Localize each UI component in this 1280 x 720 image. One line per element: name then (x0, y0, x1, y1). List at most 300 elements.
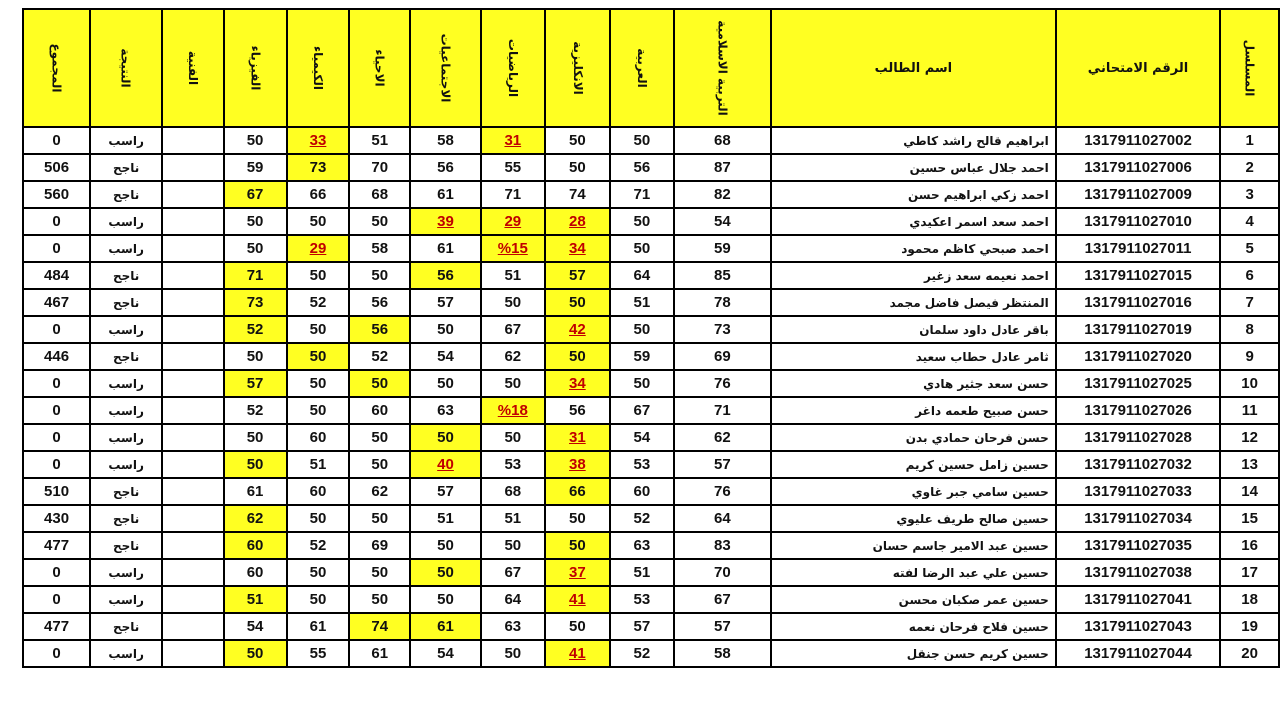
table-row (23, 586, 1279, 613)
table-row (23, 154, 1279, 181)
cell-chemistry: 50 (287, 397, 350, 424)
cell-english: 34 (545, 235, 610, 262)
cell-exam-number: 1317911027015 (1056, 262, 1221, 289)
cell-art (162, 235, 223, 262)
cell-art (162, 289, 223, 316)
cell-exam-number: 1317911027006 (1056, 154, 1221, 181)
cell-art (162, 370, 223, 397)
cell-social: 40 (410, 451, 481, 478)
cell-physics: 67 (224, 181, 287, 208)
cell-biology: 50 (349, 424, 410, 451)
cell-social: 50 (410, 586, 481, 613)
cell-art (162, 505, 223, 532)
cell-english: 50 (545, 505, 610, 532)
cell-serial: 9 (1220, 343, 1279, 370)
header-math-label: الرياضيات (505, 38, 520, 97)
cell-result: ناجح (90, 181, 162, 208)
cell-serial: 12 (1220, 424, 1279, 451)
cell-exam-number: 1317911027044 (1056, 640, 1221, 667)
cell-chemistry: 51 (287, 451, 350, 478)
cell-english: 50 (545, 613, 610, 640)
cell-total: 484 (23, 262, 90, 289)
cell-english: 50 (545, 532, 610, 559)
cell-total: 0 (23, 586, 90, 613)
cell-chemistry: 33 (287, 127, 350, 154)
cell-math: 67 (481, 559, 545, 586)
cell-total: 510 (23, 478, 90, 505)
table-row (23, 181, 1279, 208)
cell-student-name: احمد زكي ابراهيم حسن (771, 181, 1056, 208)
cell-total: 446 (23, 343, 90, 370)
cell-arabic: 50 (610, 127, 674, 154)
cell-student-name: ثامر عادل حطاب سعيد (771, 343, 1056, 370)
cell-biology: 62 (349, 478, 410, 505)
cell-serial: 19 (1220, 613, 1279, 640)
cell-social: 61 (410, 235, 481, 262)
cell-student-name: حسين سامي جبر غاوي (771, 478, 1056, 505)
cell-serial: 8 (1220, 316, 1279, 343)
table-row (23, 397, 1279, 424)
cell-serial: 10 (1220, 370, 1279, 397)
cell-art (162, 586, 223, 613)
cell-student-name: ابراهيم قالح راشد كاطي (771, 127, 1056, 154)
cell-exam-number: 1317911027010 (1056, 208, 1221, 235)
header-exam-number-label: الرقم الامتحاني (1087, 60, 1189, 76)
cell-serial: 18 (1220, 586, 1279, 613)
cell-english: 31 (545, 424, 610, 451)
cell-biology: 69 (349, 532, 410, 559)
cell-result: ناجح (90, 262, 162, 289)
cell-exam-number: 1317911027043 (1056, 613, 1221, 640)
cell-islamic: 73 (674, 316, 771, 343)
cell-student-name: احمد جلال عباس حسين (771, 154, 1056, 181)
cell-biology: 52 (349, 343, 410, 370)
cell-arabic: 56 (610, 154, 674, 181)
cell-serial: 3 (1220, 181, 1279, 208)
cell-exam-number: 1317911027002 (1056, 127, 1221, 154)
cell-islamic: 57 (674, 451, 771, 478)
cell-physics: 50 (224, 208, 287, 235)
cell-result: راسب (90, 397, 162, 424)
cell-physics: 54 (224, 613, 287, 640)
cell-chemistry: 60 (287, 478, 350, 505)
cell-physics: 61 (224, 478, 287, 505)
cell-serial: 11 (1220, 397, 1279, 424)
cell-math: 55 (481, 154, 545, 181)
cell-exam-number: 1317911027035 (1056, 532, 1221, 559)
cell-total: 477 (23, 532, 90, 559)
cell-islamic: 68 (674, 127, 771, 154)
header-islamic (674, 9, 771, 127)
cell-islamic: 87 (674, 154, 771, 181)
cell-islamic: 76 (674, 478, 771, 505)
cell-chemistry: 50 (287, 343, 350, 370)
cell-student-name: حسين عمر صكبان محسن (771, 586, 1056, 613)
cell-total: 0 (23, 127, 90, 154)
cell-arabic: 63 (610, 532, 674, 559)
cell-math: %18 (481, 397, 545, 424)
cell-chemistry: 50 (287, 505, 350, 532)
cell-student-name: حسين زامل حسين كريم (771, 451, 1056, 478)
cell-math: 63 (481, 613, 545, 640)
cell-chemistry: 60 (287, 424, 350, 451)
cell-physics: 50 (224, 640, 287, 667)
cell-social: 57 (410, 289, 481, 316)
cell-english: 41 (545, 586, 610, 613)
cell-social: 50 (410, 559, 481, 586)
cell-total: 0 (23, 451, 90, 478)
cell-arabic: 50 (610, 208, 674, 235)
header-total-label: المجموع (49, 42, 64, 93)
header-chemistry (287, 9, 350, 127)
header-math (481, 9, 545, 127)
header-physics-label: الفيزياء (248, 45, 263, 90)
cell-art (162, 640, 223, 667)
cell-physics: 50 (224, 343, 287, 370)
cell-art (162, 208, 223, 235)
cell-art (162, 154, 223, 181)
cell-exam-number: 1317911027019 (1056, 316, 1221, 343)
cell-islamic: 83 (674, 532, 771, 559)
cell-english: 28 (545, 208, 610, 235)
cell-chemistry: 50 (287, 559, 350, 586)
cell-serial: 13 (1220, 451, 1279, 478)
cell-art (162, 451, 223, 478)
header-student-name-label: اسم الطالب (874, 60, 953, 76)
cell-english: 50 (545, 127, 610, 154)
cell-student-name: حسين علي عبد الرضا لفته (771, 559, 1056, 586)
cell-english: 66 (545, 478, 610, 505)
cell-physics: 71 (224, 262, 287, 289)
cell-chemistry: 55 (287, 640, 350, 667)
table-row (23, 424, 1279, 451)
cell-student-name: حسين عبد الامير جاسم حسان (771, 532, 1056, 559)
cell-result: ناجح (90, 289, 162, 316)
cell-social: 39 (410, 208, 481, 235)
cell-student-name: المنتظر فيصل فاضل مجمد (771, 289, 1056, 316)
cell-result: راسب (90, 127, 162, 154)
cell-chemistry: 50 (287, 586, 350, 613)
cell-islamic: 54 (674, 208, 771, 235)
cell-chemistry: 29 (287, 235, 350, 262)
table-row (23, 316, 1279, 343)
cell-english: 56 (545, 397, 610, 424)
cell-exam-number: 1317911027033 (1056, 478, 1221, 505)
cell-total: 430 (23, 505, 90, 532)
header-result-label: النتيجة (119, 47, 134, 88)
cell-math: 50 (481, 532, 545, 559)
cell-math: %15 (481, 235, 545, 262)
header-physics (224, 9, 287, 127)
cell-islamic: 57 (674, 613, 771, 640)
cell-biology: 51 (349, 127, 410, 154)
cell-arabic: 50 (610, 235, 674, 262)
cell-total: 506 (23, 154, 90, 181)
header-arabic (610, 9, 674, 127)
cell-student-name: حسن سعد جثير هادي (771, 370, 1056, 397)
cell-arabic: 64 (610, 262, 674, 289)
cell-serial: 6 (1220, 262, 1279, 289)
cell-islamic: 82 (674, 181, 771, 208)
cell-islamic: 71 (674, 397, 771, 424)
table-row (23, 559, 1279, 586)
cell-result: ناجح (90, 532, 162, 559)
cell-serial: 7 (1220, 289, 1279, 316)
cell-english: 38 (545, 451, 610, 478)
table-body (23, 127, 1279, 667)
cell-arabic: 54 (610, 424, 674, 451)
cell-biology: 74 (349, 613, 410, 640)
cell-arabic: 67 (610, 397, 674, 424)
cell-exam-number: 1317911027025 (1056, 370, 1221, 397)
cell-english: 50 (545, 154, 610, 181)
cell-islamic: 59 (674, 235, 771, 262)
cell-physics: 52 (224, 397, 287, 424)
cell-total: 0 (23, 235, 90, 262)
cell-english: 34 (545, 370, 610, 397)
cell-math: 67 (481, 316, 545, 343)
cell-result: ناجح (90, 613, 162, 640)
results-table (22, 8, 1280, 668)
cell-biology: 50 (349, 505, 410, 532)
cell-serial: 5 (1220, 235, 1279, 262)
cell-serial: 4 (1220, 208, 1279, 235)
cell-arabic: 53 (610, 586, 674, 613)
cell-serial: 2 (1220, 154, 1279, 181)
table-row (23, 127, 1279, 154)
cell-serial: 1 (1220, 127, 1279, 154)
cell-social: 61 (410, 181, 481, 208)
cell-physics: 52 (224, 316, 287, 343)
cell-arabic: 51 (610, 559, 674, 586)
cell-physics: 57 (224, 370, 287, 397)
cell-arabic: 59 (610, 343, 674, 370)
cell-biology: 56 (349, 316, 410, 343)
cell-chemistry: 73 (287, 154, 350, 181)
cell-serial: 17 (1220, 559, 1279, 586)
cell-total: 0 (23, 559, 90, 586)
cell-exam-number: 1317911027032 (1056, 451, 1221, 478)
table-row (23, 640, 1279, 667)
header-biology (349, 9, 410, 127)
cell-total: 560 (23, 181, 90, 208)
header-biology-label: الاحياء (372, 48, 387, 87)
cell-total: 0 (23, 397, 90, 424)
cell-chemistry: 50 (287, 370, 350, 397)
cell-arabic: 60 (610, 478, 674, 505)
cell-arabic: 71 (610, 181, 674, 208)
header-serial-label: المسلسل (1242, 39, 1257, 96)
cell-total: 0 (23, 316, 90, 343)
cell-biology: 56 (349, 289, 410, 316)
cell-biology: 68 (349, 181, 410, 208)
table-row (23, 532, 1279, 559)
cell-exam-number: 1317911027028 (1056, 424, 1221, 451)
cell-art (162, 424, 223, 451)
cell-math: 50 (481, 640, 545, 667)
header-social-label: الاجتماعيات (438, 33, 453, 102)
cell-art (162, 181, 223, 208)
cell-islamic: 69 (674, 343, 771, 370)
cell-physics: 62 (224, 505, 287, 532)
cell-math: 51 (481, 262, 545, 289)
cell-islamic: 58 (674, 640, 771, 667)
cell-english: 50 (545, 343, 610, 370)
cell-english: 50 (545, 289, 610, 316)
table-row (23, 451, 1279, 478)
header-islamic-label: التربية الاسلامية (715, 19, 730, 116)
cell-chemistry: 52 (287, 289, 350, 316)
cell-result: راسب (90, 316, 162, 343)
cell-social: 51 (410, 505, 481, 532)
cell-math: 50 (481, 370, 545, 397)
cell-physics: 51 (224, 586, 287, 613)
header-exam-number (1056, 9, 1221, 127)
cell-physics: 50 (224, 451, 287, 478)
header-row (23, 9, 1279, 127)
cell-serial: 20 (1220, 640, 1279, 667)
cell-chemistry: 61 (287, 613, 350, 640)
cell-arabic: 52 (610, 505, 674, 532)
table-row (23, 235, 1279, 262)
cell-biology: 50 (349, 370, 410, 397)
cell-student-name: حسين صالح طريف عليوي (771, 505, 1056, 532)
cell-art (162, 559, 223, 586)
cell-social: 50 (410, 424, 481, 451)
cell-social: 50 (410, 532, 481, 559)
header-english-label: الانكليزية (570, 40, 585, 95)
cell-student-name: باقر عادل داود سلمان (771, 316, 1056, 343)
cell-islamic: 78 (674, 289, 771, 316)
cell-total: 0 (23, 208, 90, 235)
cell-math: 62 (481, 343, 545, 370)
cell-math: 50 (481, 289, 545, 316)
cell-biology: 50 (349, 208, 410, 235)
cell-arabic: 50 (610, 370, 674, 397)
cell-result: راسب (90, 586, 162, 613)
cell-chemistry: 50 (287, 316, 350, 343)
cell-english: 57 (545, 262, 610, 289)
cell-student-name: حسن صبيح طعمه داغر (771, 397, 1056, 424)
cell-social: 54 (410, 343, 481, 370)
cell-math: 51 (481, 505, 545, 532)
cell-social: 58 (410, 127, 481, 154)
cell-social: 63 (410, 397, 481, 424)
cell-arabic: 52 (610, 640, 674, 667)
cell-total: 0 (23, 370, 90, 397)
cell-physics: 50 (224, 235, 287, 262)
cell-serial: 14 (1220, 478, 1279, 505)
cell-serial: 15 (1220, 505, 1279, 532)
cell-arabic: 53 (610, 451, 674, 478)
cell-result: ناجح (90, 505, 162, 532)
table-row (23, 478, 1279, 505)
cell-physics: 59 (224, 154, 287, 181)
cell-biology: 50 (349, 451, 410, 478)
cell-biology: 50 (349, 559, 410, 586)
cell-exam-number: 1317911027026 (1056, 397, 1221, 424)
cell-total: 467 (23, 289, 90, 316)
cell-islamic: 67 (674, 586, 771, 613)
cell-result: راسب (90, 451, 162, 478)
cell-math: 50 (481, 424, 545, 451)
cell-student-name: حسين كريم حسن جنقل (771, 640, 1056, 667)
cell-art (162, 478, 223, 505)
cell-result: راسب (90, 424, 162, 451)
cell-art (162, 532, 223, 559)
table-row (23, 289, 1279, 316)
cell-exam-number: 1317911027016 (1056, 289, 1221, 316)
cell-result: راسب (90, 208, 162, 235)
cell-art (162, 343, 223, 370)
cell-total: 477 (23, 613, 90, 640)
cell-english: 37 (545, 559, 610, 586)
cell-student-name: احمد نعيمه سعد زغير (771, 262, 1056, 289)
cell-exam-number: 1317911027034 (1056, 505, 1221, 532)
cell-english: 74 (545, 181, 610, 208)
cell-art (162, 316, 223, 343)
cell-math: 53 (481, 451, 545, 478)
cell-islamic: 64 (674, 505, 771, 532)
cell-student-name: احمد صبحي كاظم محمود (771, 235, 1056, 262)
cell-english: 42 (545, 316, 610, 343)
cell-art (162, 397, 223, 424)
cell-exam-number: 1317911027041 (1056, 586, 1221, 613)
cell-result: ناجح (90, 154, 162, 181)
cell-exam-number: 1317911027011 (1056, 235, 1221, 262)
header-english (545, 9, 610, 127)
table-row (23, 370, 1279, 397)
header-social (410, 9, 481, 127)
cell-biology: 50 (349, 586, 410, 613)
header-serial (1220, 9, 1279, 127)
cell-biology: 60 (349, 397, 410, 424)
cell-math: 71 (481, 181, 545, 208)
header-chemistry-label: الكيمياء (310, 45, 325, 90)
cell-biology: 61 (349, 640, 410, 667)
header-total (23, 9, 90, 127)
cell-physics: 60 (224, 532, 287, 559)
cell-chemistry: 50 (287, 208, 350, 235)
cell-total: 0 (23, 640, 90, 667)
cell-exam-number: 1317911027009 (1056, 181, 1221, 208)
cell-biology: 70 (349, 154, 410, 181)
cell-social: 56 (410, 262, 481, 289)
cell-physics: 60 (224, 559, 287, 586)
header-student-name (771, 9, 1056, 127)
table-row (23, 613, 1279, 640)
cell-islamic: 85 (674, 262, 771, 289)
cell-math: 29 (481, 208, 545, 235)
cell-math: 64 (481, 586, 545, 613)
table-row (23, 208, 1279, 235)
cell-student-name: حسين فلاح فرحان نعمه (771, 613, 1056, 640)
cell-arabic: 50 (610, 316, 674, 343)
cell-english: 41 (545, 640, 610, 667)
cell-arabic: 57 (610, 613, 674, 640)
cell-social: 50 (410, 316, 481, 343)
cell-chemistry: 50 (287, 262, 350, 289)
table-row (23, 505, 1279, 532)
cell-result: راسب (90, 235, 162, 262)
cell-art (162, 613, 223, 640)
cell-physics: 50 (224, 127, 287, 154)
cell-result: ناجح (90, 343, 162, 370)
cell-islamic: 62 (674, 424, 771, 451)
cell-physics: 50 (224, 424, 287, 451)
header-result (90, 9, 162, 127)
cell-result: ناجح (90, 478, 162, 505)
